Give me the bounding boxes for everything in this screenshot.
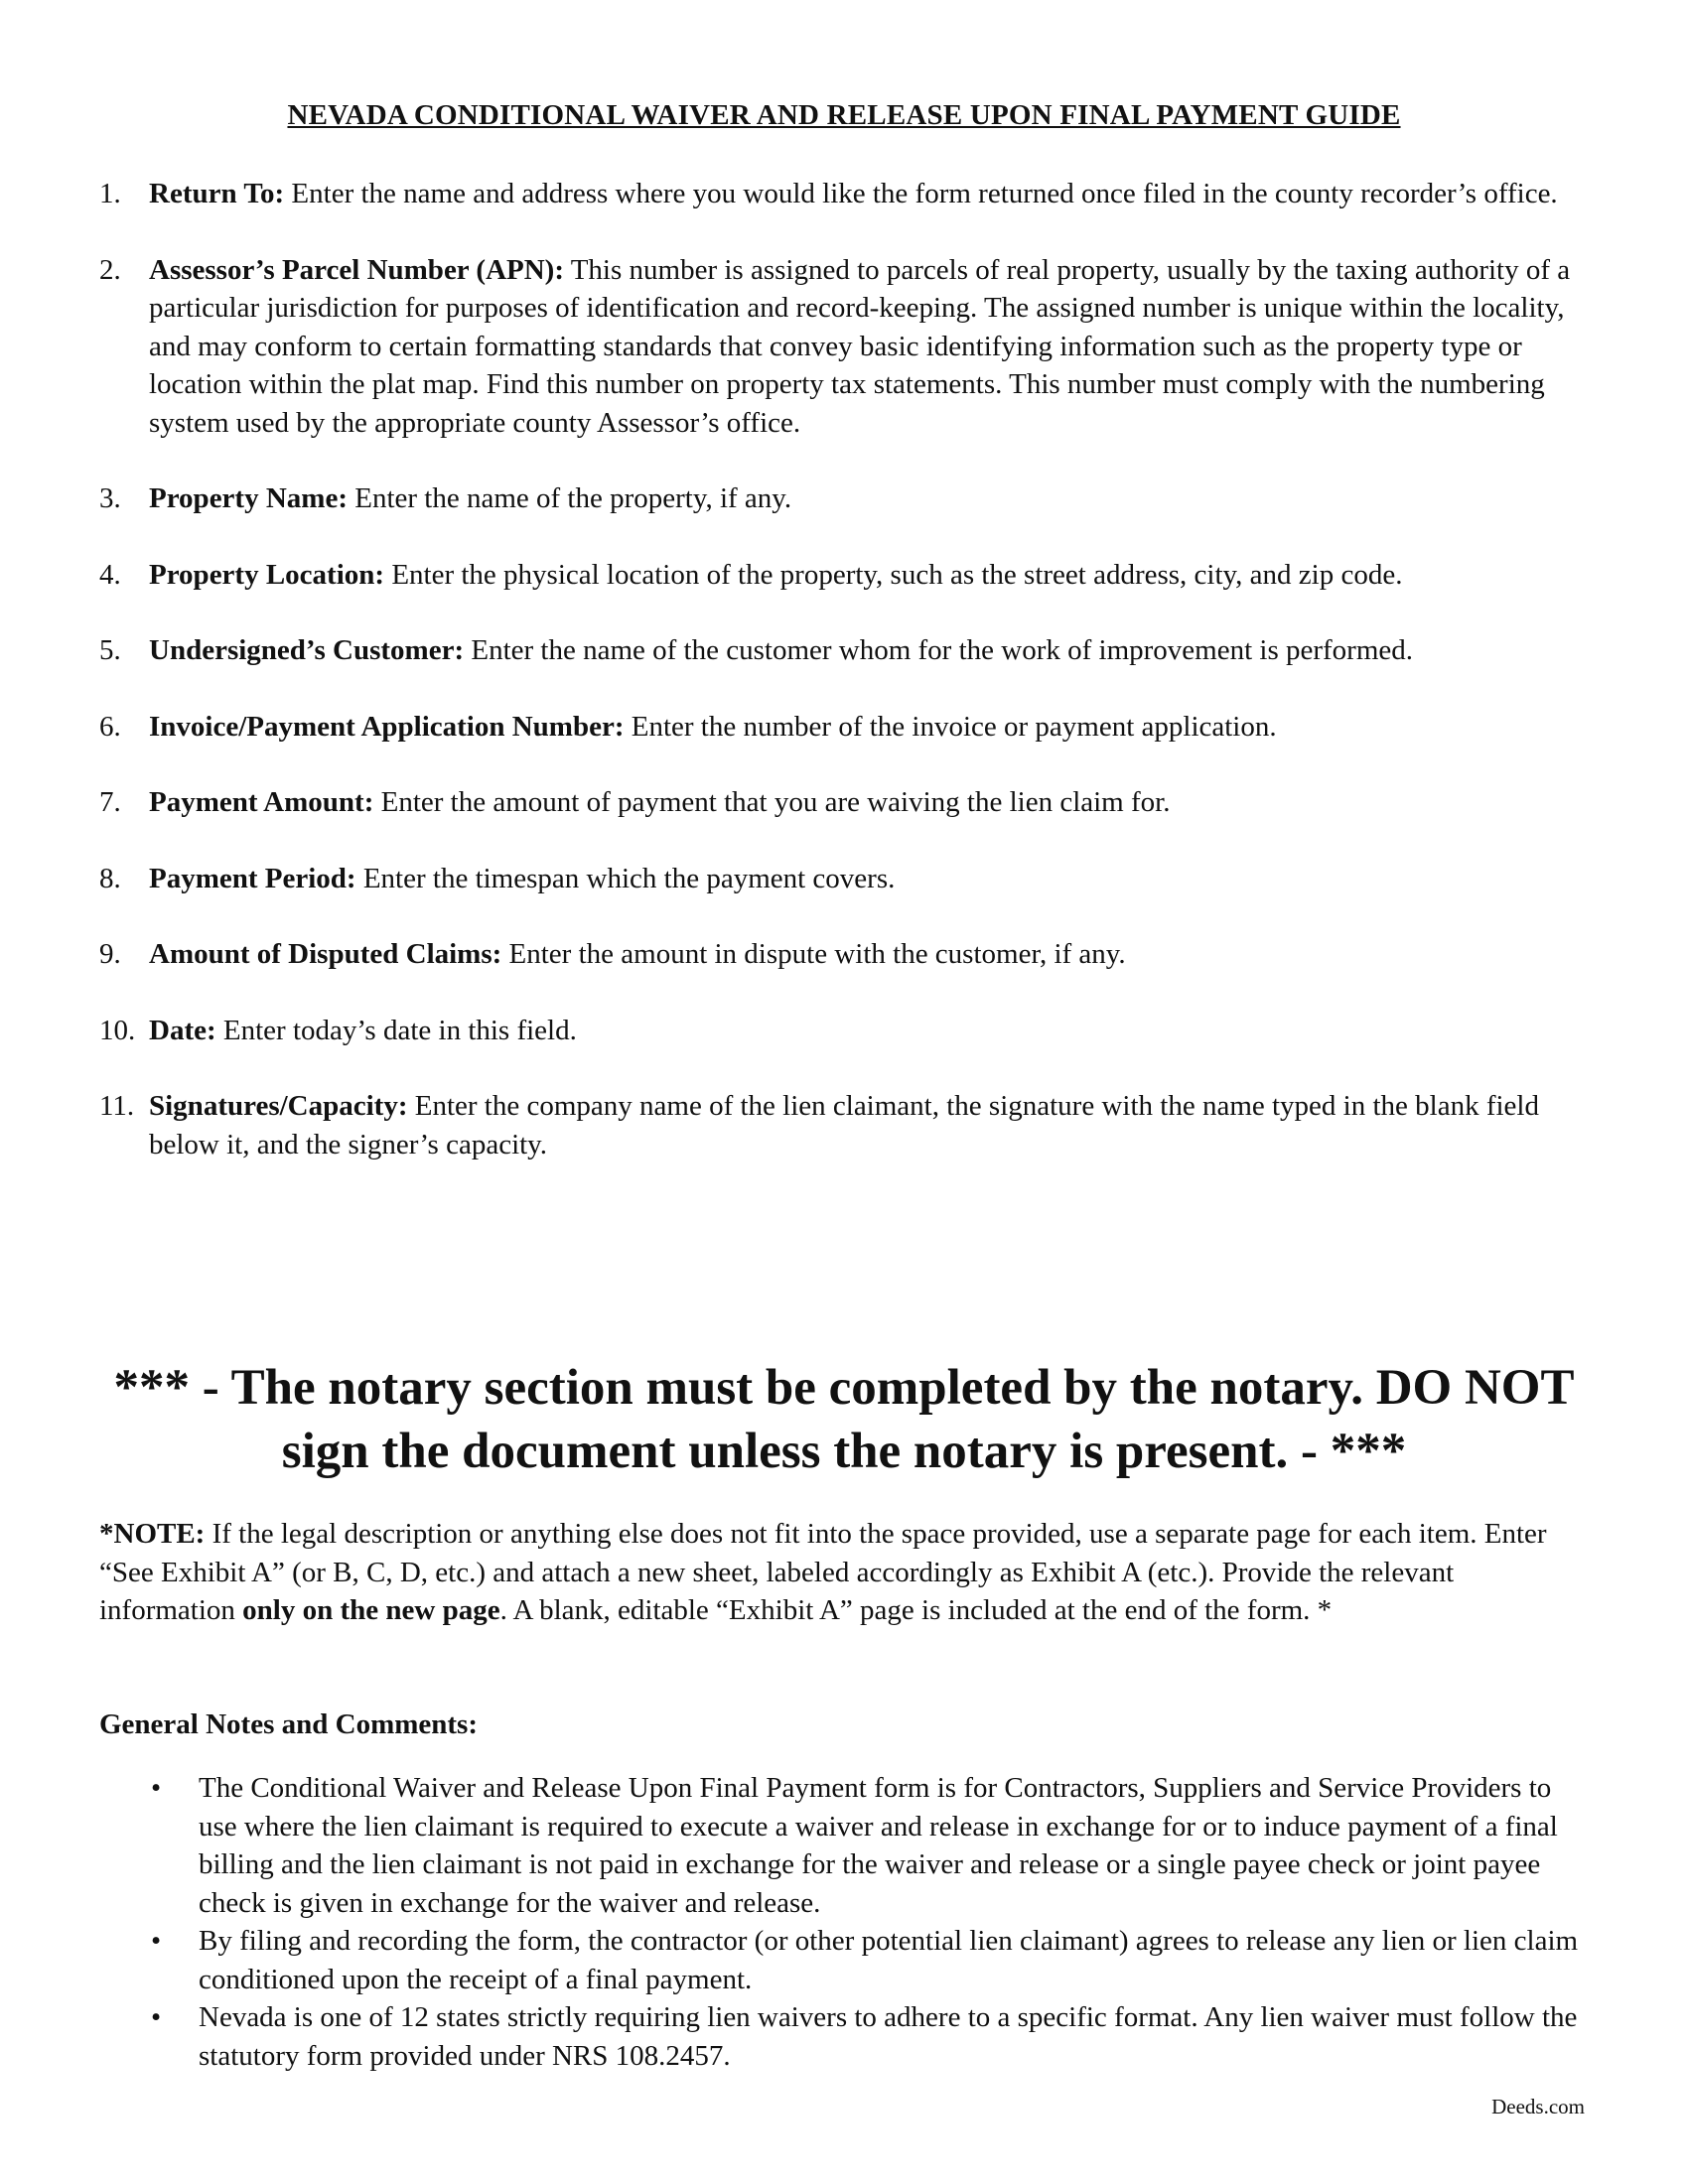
- item-number: 9.: [99, 938, 121, 970]
- item-text: Enter the company name of the lien claimant, the signature with the name typed in the blank field below it, and the signer’s capacity.: [149, 1090, 1539, 1160]
- list-item: [99, 708, 1589, 747]
- bullet-text: By filing and recording the form, the contractor (or other potential lien claimant) agrees to release any lien or lien claim conditioned upon the receipt of a final payment.: [199, 1925, 1579, 1995]
- item-label: Signatures/Capacity:: [149, 1090, 408, 1122]
- bullet-item: [99, 1998, 1589, 2075]
- bullet-text: The Conditional Waiver and Release Upon Final Payment form is for Contractors, Suppliers and Service Providers to use where the lien claimant is required to execute a waiver and release in exchange for or to induce payment of a final billing and the lien claimant is not paid in exchange for the waiver and release or a single payee check or joint payee check is given in exchange for the waiver and release.: [199, 1772, 1558, 1919]
- item-label: Amount of Disputed Claims:: [149, 938, 502, 970]
- general-notes-list: [99, 1769, 1589, 2075]
- item-label: Property Location:: [149, 558, 385, 591]
- list-item: [99, 783, 1589, 822]
- item-text: Enter the name of the property, if any.: [347, 482, 792, 514]
- list-item: [99, 631, 1589, 670]
- item-label: Undersigned’s Customer:: [149, 634, 465, 666]
- bullet-icon: •: [151, 1772, 162, 1804]
- item-number: 11.: [99, 1090, 135, 1122]
- item-text: Enter the timespan which the payment covers.: [355, 862, 896, 894]
- item-label: Payment Period:: [149, 862, 356, 894]
- page-title: NEVADA CONDITIONAL WAIVER AND RELEASE UPON FINAL PAYMENT GUIDE: [287, 99, 1401, 131]
- note-emphasis: only on the new page: [242, 1594, 500, 1626]
- item-text: Enter the number of the invoice or payment application.: [624, 710, 1277, 743]
- bullet-icon: •: [151, 2001, 162, 2033]
- list-item: [99, 175, 1589, 213]
- item-number: 4.: [99, 558, 121, 591]
- bullet-item: [99, 1922, 1589, 1998]
- item-number: 7.: [99, 786, 121, 818]
- note-text: If the legal description or anything else does not fit into the space provided, use a separate page for each item. Enter “See Exhibit A” (or B, C, D, etc.) and attach a new sheet, labeled accordingly as Exhibit A (etc.). Provide the relevant information: [99, 1518, 1547, 1626]
- footer-brand: Deeds.com: [1491, 2095, 1585, 2118]
- notary-warning: *** - The notary section must be completed by the notary. DO NOT sign the document unless the notary is present. - ***: [113, 1360, 1575, 1479]
- item-number: 10.: [99, 1014, 136, 1046]
- list-item: [99, 860, 1589, 898]
- list-item: [99, 251, 1589, 443]
- item-label: Payment Amount:: [149, 786, 374, 818]
- item-number: 5.: [99, 634, 121, 666]
- item-label: Assessor’s Parcel Number (APN):: [149, 253, 564, 286]
- list-item: [99, 1087, 1589, 1163]
- general-notes-heading: General Notes and Comments:: [99, 1708, 478, 1740]
- note-text-end: . A blank, editable “Exhibit A” page is included at the end of the form. *: [499, 1594, 1333, 1626]
- item-text: This number is assigned to parcels of real property, usually by the taxing authority of a particular jurisdiction for purposes of identification and record-keeping. The assigned number is unique within the locality, and may conform to certain formatting standards that convey basic identifying information such as the property type or location within the plat map. Find this number on property tax statements. This number must comply with the numbering system used by the appropriate county Assessor’s office.: [149, 253, 1571, 439]
- list-item: [99, 935, 1589, 974]
- list-item: [99, 556, 1589, 595]
- item-number: 3.: [99, 482, 121, 514]
- instruction-list: [99, 175, 1589, 1201]
- item-label: Invoice/Payment Application Number:: [149, 710, 625, 743]
- list-item: [99, 479, 1589, 518]
- item-text: Enter today’s date in this field.: [215, 1014, 577, 1046]
- item-text: Enter the amount of payment that you are waiving the lien claim for.: [373, 786, 1171, 818]
- bullet-text: Nevada is one of 12 states strictly requiring lien waivers to adhere to a specific format. Any lien waiver must follow the statutory form provided under NRS 108.2457.: [199, 2001, 1578, 2072]
- item-text: Enter the physical location of the property, such as the street address, city, and zip code.: [384, 558, 1403, 591]
- note-paragraph: [99, 1515, 1589, 1630]
- item-text: Enter the name of the customer whom for the work of improvement is performed.: [464, 634, 1414, 666]
- bullet-icon: •: [151, 1925, 162, 1957]
- item-label: Return To:: [149, 178, 285, 209]
- item-number: 2.: [99, 253, 121, 286]
- bullet-item: [99, 1769, 1589, 1922]
- item-number: 8.: [99, 862, 121, 894]
- item-text: Enter the amount in dispute with the customer, if any.: [501, 938, 1126, 970]
- item-number: 6.: [99, 710, 121, 743]
- list-item: [99, 1012, 1589, 1050]
- note-label: *NOTE:: [99, 1518, 206, 1550]
- item-number: 1.: [99, 178, 121, 209]
- item-text: Enter the name and address where you would like the form returned once filed in the county recorder’s office.: [284, 178, 1558, 209]
- item-label: Property Name:: [149, 482, 348, 514]
- item-label: Date:: [149, 1014, 216, 1046]
